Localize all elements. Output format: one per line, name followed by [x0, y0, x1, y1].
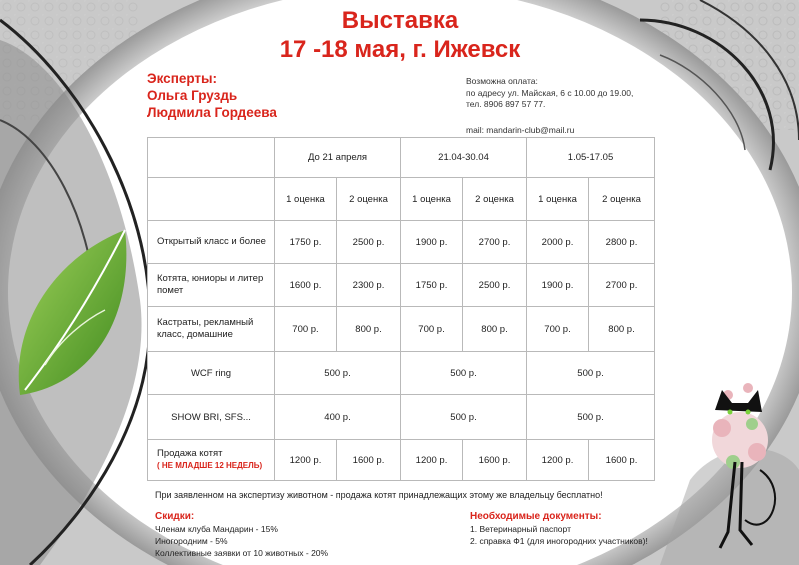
- discount-item: Коллективные заявки от 10 животных - 20%: [155, 548, 329, 558]
- table-row: [148, 138, 655, 178]
- page-title: [150, 6, 650, 64]
- price-cell: 800 р.: [463, 307, 527, 352]
- price-cell: 500 р.: [401, 352, 527, 395]
- table-row: [148, 440, 655, 481]
- payment-line: Возможна оплата:: [466, 76, 538, 86]
- price-cell: 700 р.: [275, 307, 337, 352]
- price-cell: 800 р.: [337, 307, 401, 352]
- row-label: Открытый класс и более: [148, 221, 275, 264]
- price-cell: 500 р.: [275, 352, 401, 395]
- payment-info: [466, 76, 633, 136]
- row-label: Кастраты, рекламный класс, домашние: [148, 307, 275, 352]
- price-cell: 1900 р.: [401, 221, 463, 264]
- price-cell: 2700 р.: [589, 264, 655, 307]
- discounts-heading: Скидки:: [155, 511, 195, 522]
- price-table: [147, 137, 655, 481]
- table-row: [148, 178, 655, 221]
- row-label: [148, 440, 275, 481]
- discounts-block: [155, 511, 328, 559]
- grade-header: 2 оценка: [337, 178, 401, 221]
- row-label: WCF ring: [148, 352, 275, 395]
- document-item: 2. справка Ф1 (для иногородних участников)!: [470, 536, 648, 546]
- documents-block: [470, 511, 648, 547]
- expert-name: Ольга Груздь: [147, 88, 238, 103]
- experts-heading: Эксперты:: [147, 71, 218, 86]
- sale-age-note: ( НЕ МЛАДШЕ 12 НЕДЕЛЬ): [157, 461, 263, 470]
- free-sale-note: При заявленном на экспертизу животном - продажа котят принадлежащих этому же владельцу бесплатно!: [155, 490, 603, 500]
- table-row: [148, 264, 655, 307]
- grade-header: 2 оценка: [463, 178, 527, 221]
- price-cell: 1200 р.: [401, 440, 463, 481]
- price-cell: 1750 р.: [401, 264, 463, 307]
- period-header: 21.04-30.04: [401, 138, 527, 178]
- price-cell: 700 р.: [401, 307, 463, 352]
- price-cell: 2500 р.: [463, 264, 527, 307]
- grade-header: 1 оценка: [275, 178, 337, 221]
- price-cell: 2500 р.: [337, 221, 401, 264]
- price-cell: 1750 р.: [275, 221, 337, 264]
- grade-header: 1 оценка: [527, 178, 589, 221]
- table-cell: [148, 138, 275, 178]
- table-cell: [148, 178, 275, 221]
- price-cell: 2300 р.: [337, 264, 401, 307]
- title-line-1: Выставка: [341, 7, 459, 34]
- grade-header: 1 оценка: [401, 178, 463, 221]
- row-label: SHOW BRI, SFS...: [148, 395, 275, 440]
- price-cell: 700 р.: [527, 307, 589, 352]
- price-cell: 1200 р.: [275, 440, 337, 481]
- grade-header: 2 оценка: [589, 178, 655, 221]
- discount-item: Иногородним - 5%: [155, 536, 228, 546]
- price-cell: 2800 р.: [589, 221, 655, 264]
- price-cell: 400 р.: [275, 395, 401, 440]
- period-header: До 21 апреля: [275, 138, 401, 178]
- table-row: [148, 221, 655, 264]
- documents-heading: Необходимые документы:: [470, 511, 602, 522]
- period-header: 1.05-17.05: [527, 138, 655, 178]
- experts-block: [147, 70, 277, 121]
- price-cell: 500 р.: [401, 395, 527, 440]
- expert-name: Людмила Гордеева: [147, 105, 277, 120]
- table-row: [148, 395, 655, 440]
- price-cell: 800 р.: [589, 307, 655, 352]
- price-cell: 500 р.: [527, 395, 655, 440]
- price-cell: 2700 р.: [463, 221, 527, 264]
- document-item: 1. Ветеринарный паспорт: [470, 524, 571, 534]
- price-cell: 1900 р.: [527, 264, 589, 307]
- title-line-2: 17 -18 мая, г. Ижевск: [279, 36, 521, 63]
- price-cell: 1600 р.: [463, 440, 527, 481]
- table-row: [148, 352, 655, 395]
- price-cell: 1600 р.: [275, 264, 337, 307]
- email-text: mail: mandarin-club@mail.ru: [466, 124, 575, 135]
- sale-label: Продажа котят: [157, 448, 223, 459]
- payment-line: тел. 8906 897 57 77.: [466, 99, 546, 109]
- table-row: [148, 307, 655, 352]
- discount-item: Членам клуба Мандарин - 15%: [155, 524, 278, 534]
- price-cell: 500 р.: [527, 352, 655, 395]
- price-cell: 1200 р.: [527, 440, 589, 481]
- payment-line: по адресу ул. Майская, 6 с 10.00 до 19.00,: [466, 87, 634, 98]
- price-cell: 2000 р.: [527, 221, 589, 264]
- price-cell: 1600 р.: [589, 440, 655, 481]
- row-label: Котята, юниоры и литер помет: [148, 264, 275, 307]
- price-cell: 1600 р.: [337, 440, 401, 481]
